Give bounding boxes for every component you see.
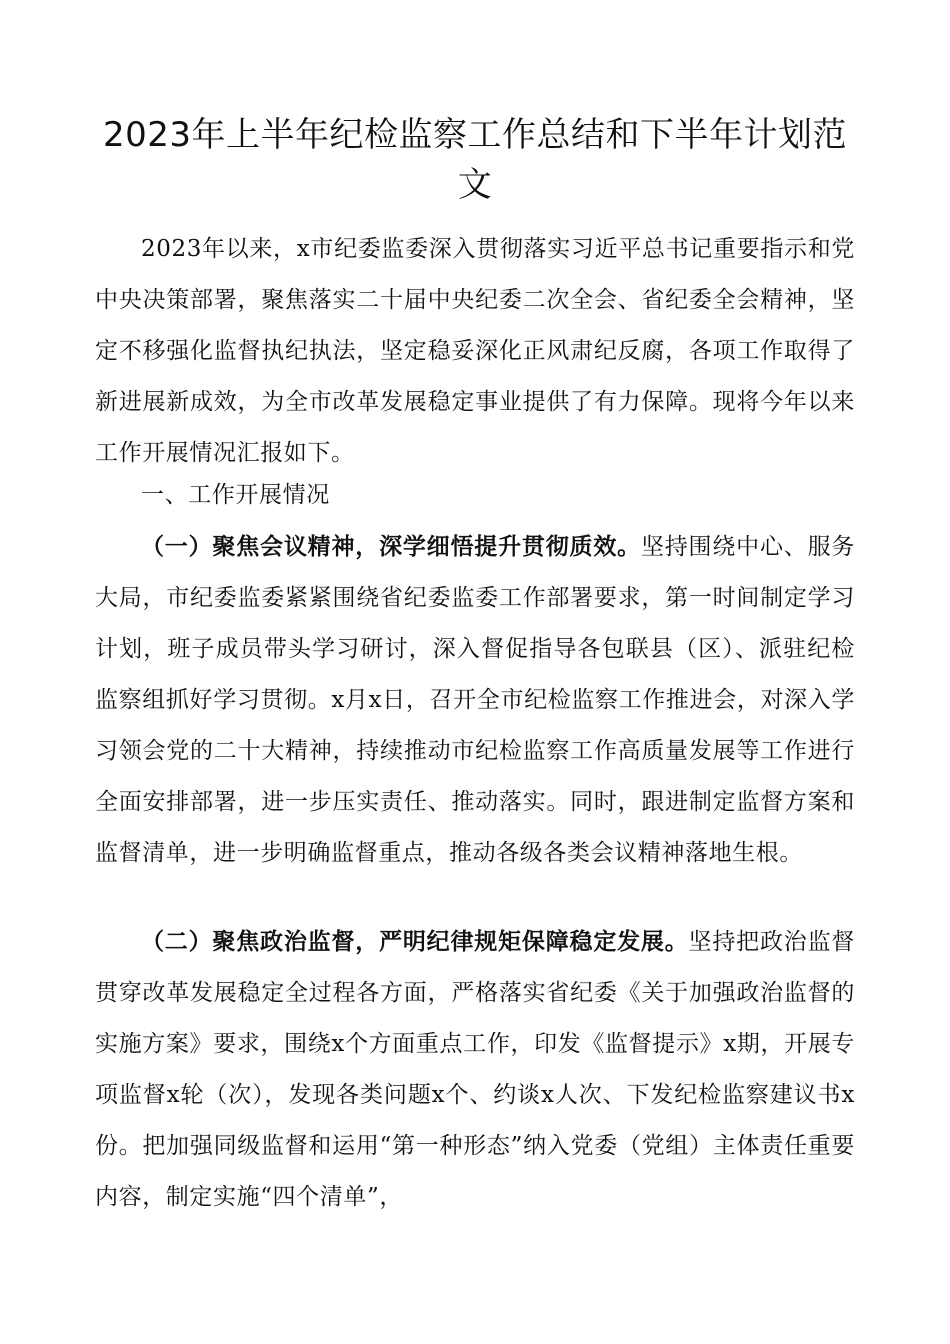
intro-paragraph: 2023年以来，x市纪委监委深入贯彻落实习近平总书记重要指示和党中央决策部署，聚焦落实二十届中央纪委二次全会、省纪委全会精神，坚定不移强化监督执纪执法，坚定稳妥深化正风肃纪反腐，各项工作取得了新进展新成效，为全市改革发展稳定事业提供了有力保障。现将今年以来工作开展情况汇报如下。 xyxy=(95,236,855,466)
item-1-lead: （一）聚焦会议精神，深学细悟提升贯彻质效。 xyxy=(141,534,641,560)
item-2-lead: （二）聚焦政治监督，严明纪律规矩保障稳定发展。 xyxy=(141,929,689,955)
section-heading-1: 一、工作开展情况 xyxy=(141,482,330,508)
document-title: 2023年上半年纪检监察工作总结和下半年计划范文 xyxy=(102,115,848,205)
section-item-2 xyxy=(95,917,855,1223)
section-item-1 xyxy=(95,522,855,879)
item-1-body: 坚持围绕中心、服务大局，市纪委监委紧紧围绕省纪委监委工作部署要求，第一时间制定学习计划，班子成员带头学习研讨，深入督促指导各包联县（区）、派驻纪检监察组抓好学习贯彻。x月x日，召开全市纪检监察工作推进会，对深入学习领会党的二十大精神，持续推动市纪检监察工作高质量发展等工作进行全面安排部署，进一步压实责任、推动落实。同时，跟进制定监督方案和监督清单，进一步明确监督重点，推动各级各类会议精神落地生根。 xyxy=(95,534,855,866)
item-2-body: 坚持把政治监督贯穿改革发展稳定全过程各方面，严格落实省纪委《关于加强政治监督的实施方案》要求，围绕x个方面重点工作，印发《监督提示》x期，开展专项监督x轮（次），发现各类问题x个、约谈x人次、下发纪检监察建议书x份。把加强同级监督和运用“第一种形态”纳入党委（党组）主体责任重要内容，制定实施“四个清单”， xyxy=(95,929,855,1210)
